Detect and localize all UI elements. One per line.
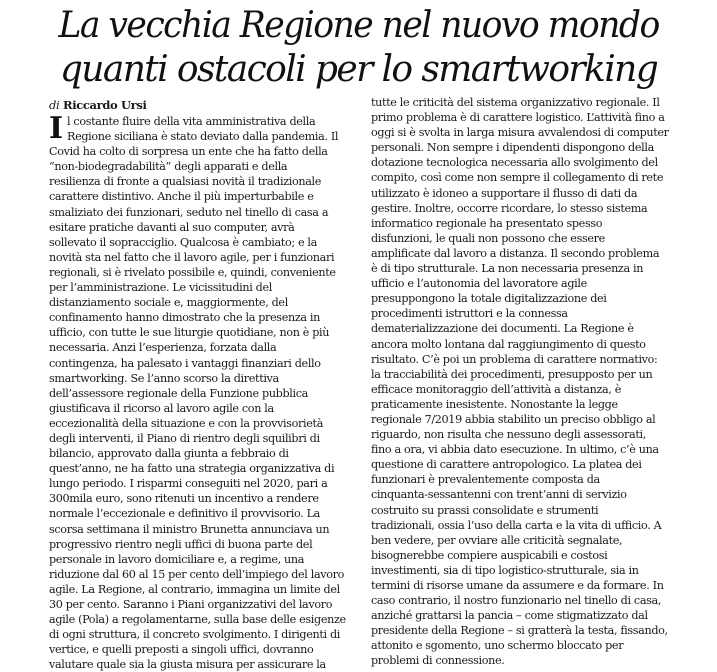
byline [49, 97, 359, 113]
text-line: distanziamento sociale e, maggiormente, del [49, 296, 288, 310]
text-line: praticamente inesistente. Nonostante la legge [371, 397, 618, 411]
text-line: problemi di connessione. [371, 654, 505, 668]
text-line: informatico regionale ha presentato spesso [371, 216, 603, 230]
text-line: regionali, si è rivelato possibile e, quindi, conveniente [49, 265, 336, 279]
text-line: amplificate dal lavoro a distanza. Il secondo problema [371, 246, 660, 260]
text-line: l costante fluire della vita amministrativa della [67, 115, 316, 128]
text-line: dotazione tecnologica necessaria allo svolgimento del [371, 156, 658, 170]
text-line: degli interventi, il Piano di rientro degli squilibri di [49, 431, 320, 445]
text-line: anziché grattarsi la pancia – come stigmatizzato dal [371, 609, 648, 623]
headline-line-2: quanti ostacoli per lo smartworking [59, 49, 658, 90]
text-line: ben vedere, per ovviare alle criticità segnalate, [371, 533, 623, 547]
text-line: oggi si è svolta in larga misura avvalendosi di computer [371, 126, 669, 140]
text-line: utilizzato è idoneo a supportare il flusso di dati da [371, 186, 638, 200]
text-line: dematerializzazione dei documenti. La Regione è [371, 322, 634, 336]
text-line: vertice, e quelli preposti a singoli uffici, dovranno [49, 643, 314, 657]
headline-line-1: La vecchia Regione nel nuovo mondo [58, 5, 659, 46]
text-line: eccezionalità della situazione e con la provvisorietà [49, 416, 324, 430]
text-line: giustificava il ricorso al lavoro agile con la [49, 401, 274, 415]
text-line: presidente della Regione – si gratterà la testa, fissando, [371, 624, 668, 638]
text-line: risultato. C’è poi un problema di carattere normativo: [371, 352, 658, 366]
text-line: resilienza di fronte a qualsiasi novità il tradizionale [49, 175, 322, 189]
text-line: la tracciabilità dei procedimenti, presupposto per un [371, 367, 653, 381]
text-line: smaliziato dei funzionari, seduto nel tinello di casa a [49, 205, 329, 219]
text-line: fino a ora, vi abbia dato esecuzione. In ultimo, c’è una [371, 443, 659, 457]
text-line: quest’anno, ne ha fatto una strategia organizzativa di [49, 462, 335, 476]
text-line: disfunzioni, le quali non possono che essere [371, 231, 605, 245]
text-line: scorsa settimana il ministro Brunetta annunciava un [49, 522, 330, 536]
text-line: riguardo, non risulta che nessuno degli assessorati, [371, 428, 646, 442]
text-line: efficace monitoraggio dell’attività a distanza, è [371, 382, 622, 396]
text-line: attonito e sgomento, uno schermo bloccato per [371, 639, 624, 653]
article-column-right [371, 95, 701, 669]
text-line: novità sta nel fatto che il lavoro agile, per i funzionari [49, 250, 335, 264]
text-line: smartworking. Se l’anno scorso la direttiva [49, 371, 279, 385]
right-column-body [371, 95, 701, 669]
text-line: primo problema è di carattere logistico. L’attività fino a [371, 111, 665, 125]
text-line: regionale 7/2019 abbia stabilito un preciso obbligo al [371, 412, 656, 426]
headline [0, 4, 717, 92]
text-line: procedimenti istruttori e la connessa [371, 307, 568, 321]
text-line: Covid ha colto di sorpresa un ente che ha fatto della [49, 145, 328, 159]
drop-cap: I [49, 114, 63, 145]
text-line: esitare pratiche davanti al suo computer, avrà [49, 220, 295, 234]
text-line: valutare quale sia la giusta misura per assicurare la [49, 658, 326, 672]
byline-prefix: di [49, 98, 60, 112]
text-line: funzionari è prevalentemente composta da [371, 473, 600, 487]
text-line: gestire. Inoltre, occorre ricordare, lo stesso sistema [371, 201, 648, 215]
text-line: presuppongono la totale digitalizzazione dei [371, 292, 607, 306]
text-line: agile (Pola) a regolamentarne, sulla base delle esigenze [49, 613, 346, 627]
text-line: agile. La Regione, al contrario, immagina un limite del [49, 582, 340, 596]
text-line: progressivo rientro negli uffici di buona parte del [49, 537, 313, 551]
text-line: compito, così come non sempre il collegamento di rete [371, 171, 664, 185]
byline-author: Riccardo Ursi [63, 98, 147, 112]
text-line: bilancio, approvato dalla giunta a febbraio di [49, 447, 289, 461]
text-line: tradizionali, ossia l’uso della carta e la vita di ufficio. A [371, 518, 662, 532]
text-line: è di tipo strutturale. La non necessaria presenza in [371, 262, 644, 276]
text-line: sollevato il sopracciglio. Qualcosa è cambiato; e la [49, 235, 317, 249]
text-line: dell’assessore regionale della Funzione pubblica [49, 386, 308, 400]
text-line: contingenza, ha palesato i vantaggi finanziari dello [49, 356, 321, 370]
text-line: ufficio, con tutte le sue liturgie quotidiane, non è più [49, 326, 330, 340]
text-line: riduzione dal 60 al 15 per cento dell’impiego del lavoro [49, 567, 344, 581]
text-line: personale in lavoro domiciliare e, a regime, una [49, 552, 305, 566]
text-line: caso contrario, il nostro funzionario nel tinello di casa, [371, 594, 662, 608]
text-line: necessaria. Anzi l’esperienza, forzata dalla [49, 341, 277, 355]
text-line: per l’amministrazione. Le vicissitudini del [49, 281, 272, 295]
text-line: bisognerebbe compiere auspicabili e costosi [371, 548, 608, 562]
text-line: personali. Non sempre i dipendenti dispongono della [371, 141, 654, 155]
text-line: di ogni struttura, il concreto svolgimento. I dirigenti di [49, 628, 340, 642]
opening-paragraph [49, 114, 359, 144]
text-line: lungo periodo. I risparmi conseguiti nel 2020, pari a [49, 477, 328, 491]
text-line: costruito su prassi consolidate e strumenti [371, 503, 599, 517]
text-line: Regione siciliana è stato deviato dalla pandemia. Il [67, 130, 339, 144]
text-line: investimenti, sia di tipo logistico-strutturale, sia in [371, 563, 639, 577]
text-line: ancora molto lontana dal raggiungimento di questo [371, 337, 646, 351]
text-line: “non-biodegradabilità” degli apparati e della [49, 160, 288, 174]
text-line: termini di risorse umane da assumere e da formare. In [371, 579, 664, 592]
text-line: cinquanta-sessantenni con trent’anni di servizio [371, 488, 627, 502]
text-line: carattere distintivo. Anche il più imperturbabile e [49, 190, 314, 204]
text-line: 300mila euro, sono ritenuti un incentivo a rendere [49, 492, 319, 506]
text-line: confinamento hanno dimostrato che la presenza in [49, 311, 320, 325]
text-line: questione di carattere antropologico. La platea dei [371, 458, 642, 472]
text-line: tutte le criticità del sistema organizzativo regionale. Il [371, 96, 660, 109]
text-line: ufficio e l’autonomia del lavoratore agile [371, 277, 587, 291]
text-line: normale l’eccezionale e definitivo il provvisorio. La [49, 507, 320, 521]
text-line: 30 per cento. Saranno i Piani organizzativi del lavoro [49, 598, 333, 611]
article-column-left [49, 97, 359, 672]
left-column-body [49, 144, 359, 672]
